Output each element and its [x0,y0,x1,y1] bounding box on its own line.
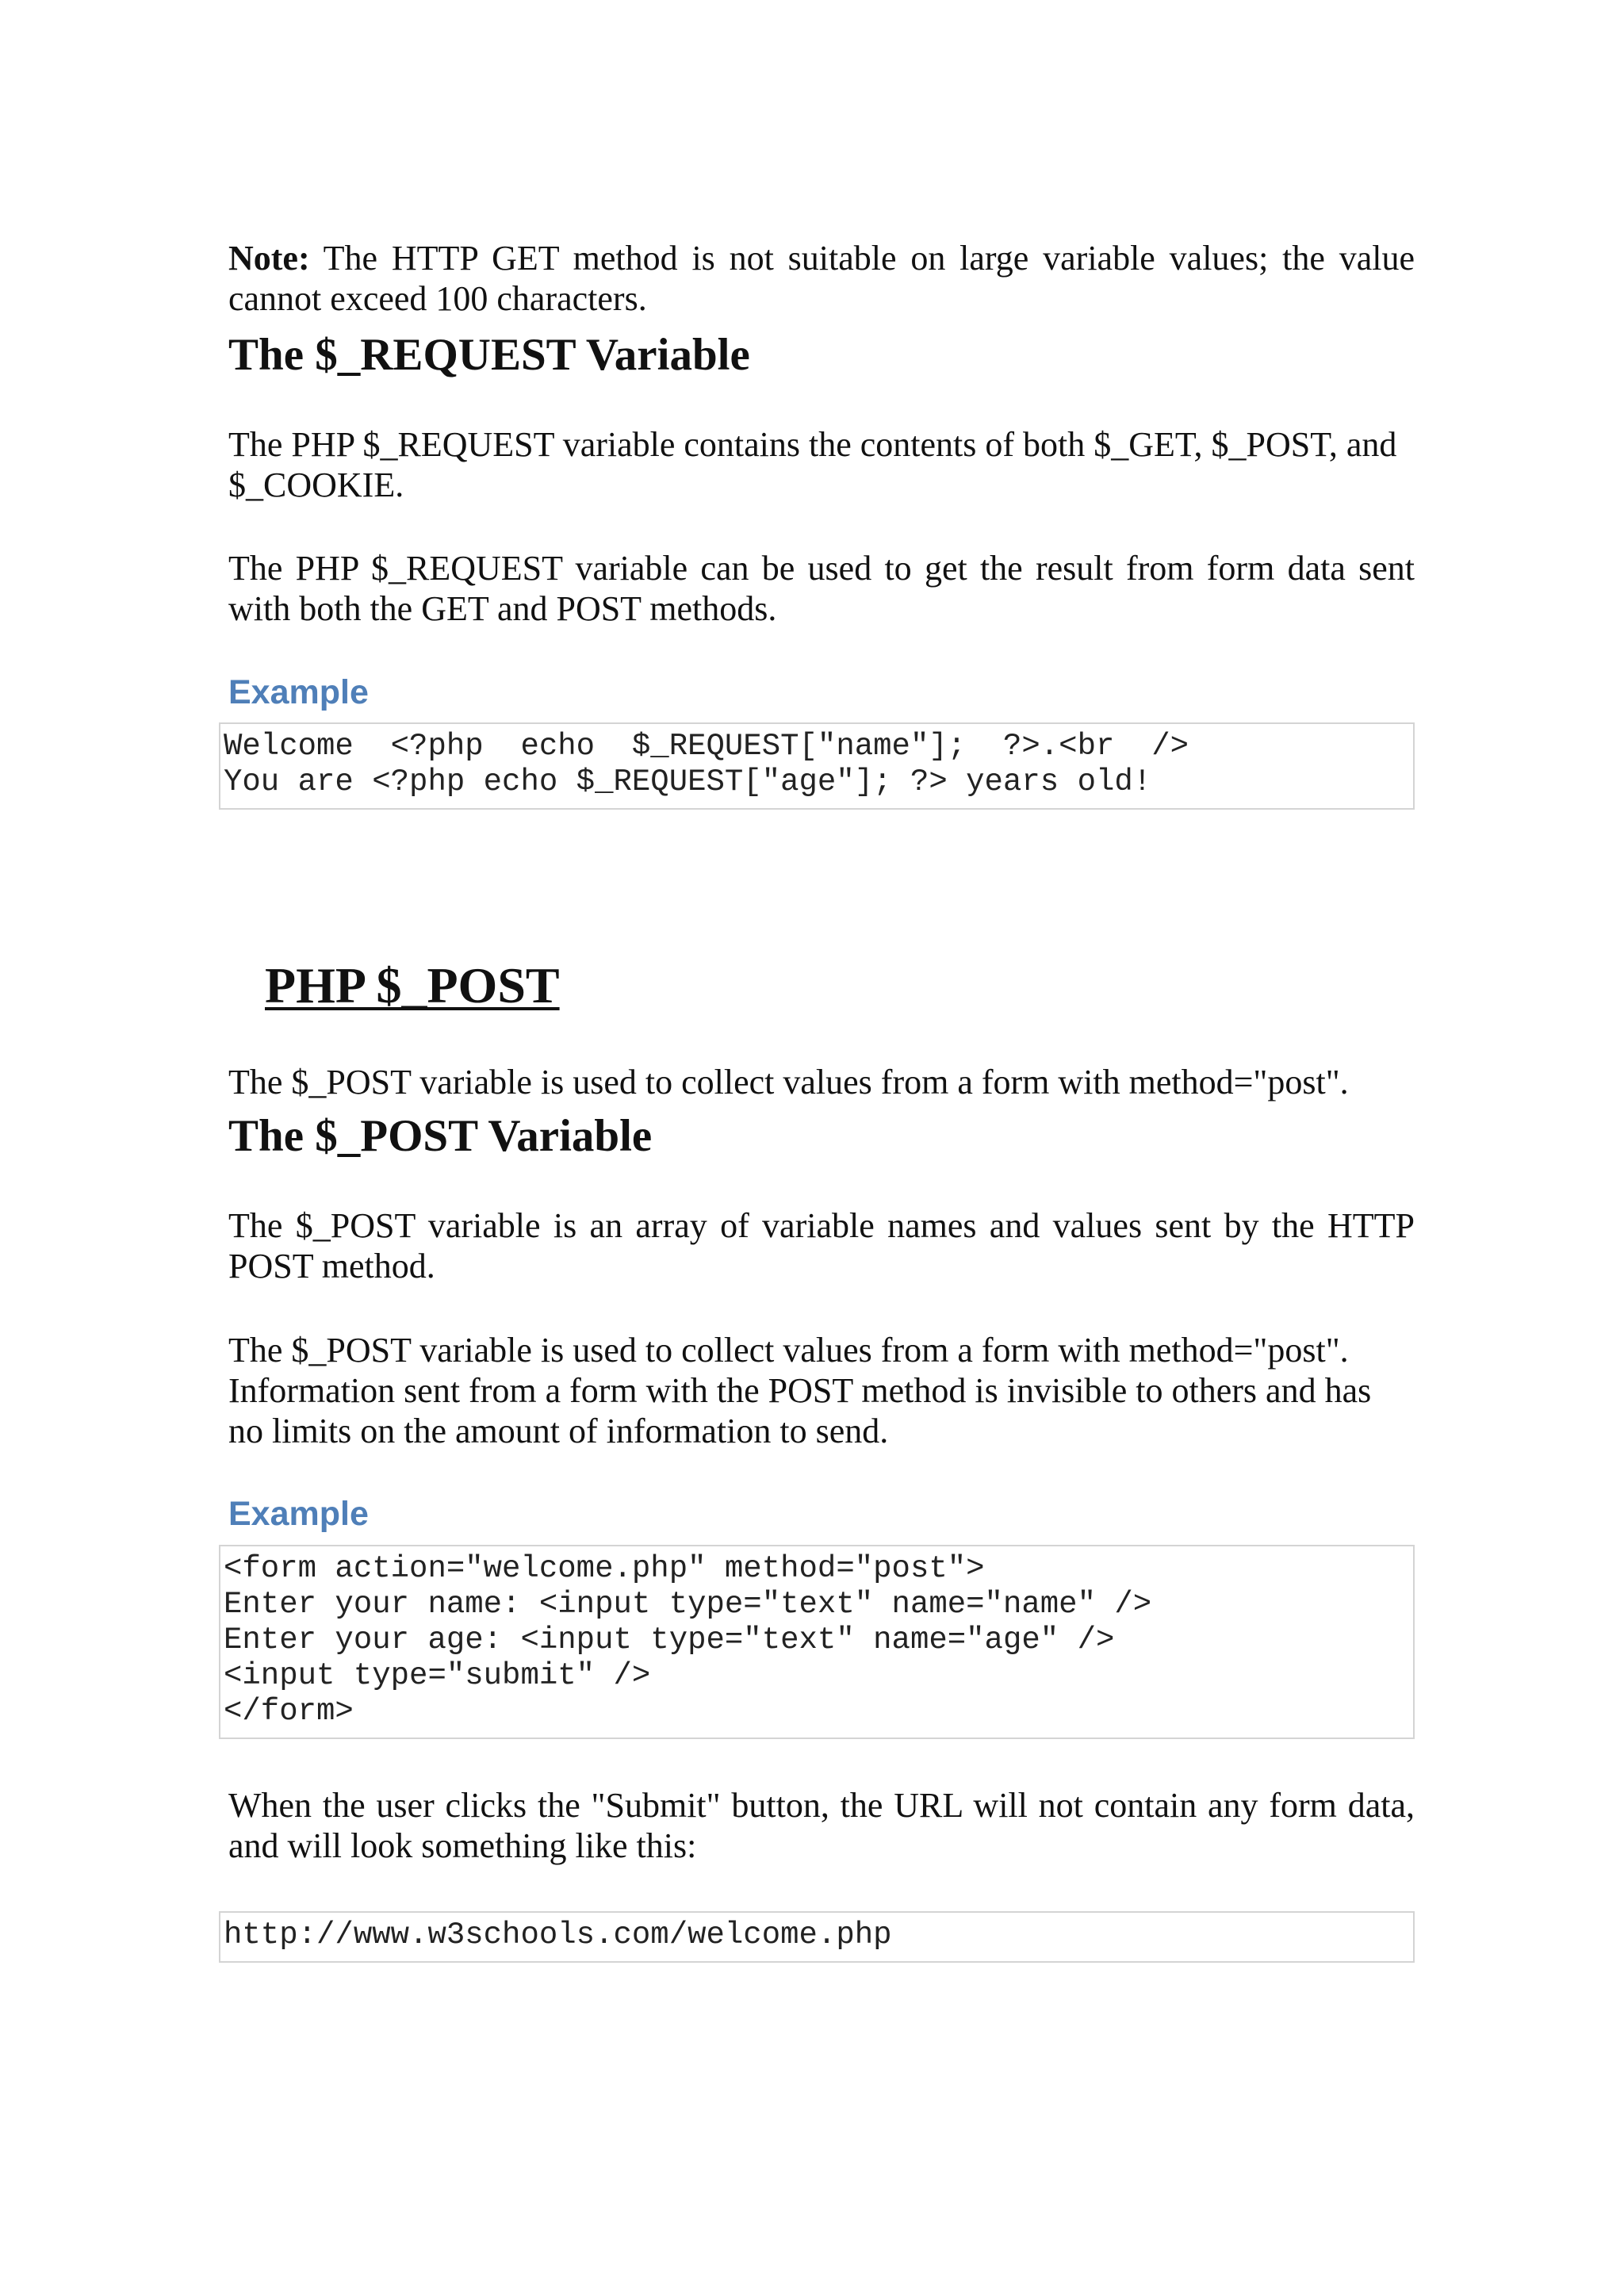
post-variable-heading: The $_POST Variable [228,1111,653,1161]
post-paragraph-3: When the user clicks the "Submit" button, the URL will not contain any form data, and will look something like this: [228,1786,1415,1865]
code-line: Enter your name: <input type="text" name="name" /> [224,1587,1152,1622]
code-line: </form> [224,1694,354,1729]
code-line: <input type="submit" /> [224,1658,651,1693]
post-paragraph-2-line: no limits on the amount of information to send. [228,1412,889,1450]
request-example-label: Example [228,673,369,711]
post-paragraph-2-line: The $_POST variable is used to collect values from a form with method="post". [228,1331,1349,1370]
request-code-block [219,722,1415,810]
post-page-title: PHP $_POST [265,957,560,1013]
note-paragraph [228,238,1415,319]
note-label: Note: [228,239,310,278]
post-paragraph-1: The $_POST variable is an array of variable names and values sent by the HTTP POST method. [228,1206,1415,1285]
note-text: The HTTP GET method is not suitable on large variable values; the value cannot exceed 100 characters. [228,239,1415,318]
url-code-block [219,1911,1415,1963]
code-line: <form action="welcome.php" method="post"> [224,1551,985,1586]
request-variable-heading: The $_REQUEST Variable [228,330,750,380]
code-line: You are <?php echo $_REQUEST["age"]; ?> years old! [224,764,1152,799]
request-paragraph-2: The PHP $_REQUEST variable can be used to get the result from form data sent with both the GET and POST methods. [228,549,1415,628]
url-code-line: http://www.w3schools.com/welcome.php [224,1918,892,1952]
code-line: Welcome <?php echo $_REQUEST["name"]; ?>.<br /> [224,729,1189,764]
request-paragraph-1: The PHP $_REQUEST variable contains the contents of both $_GET, $_POST, and $_COOKIE. [228,425,1397,504]
post-example-label: Example [228,1495,369,1533]
post-paragraph-2 [228,1330,1415,1451]
post-code-block [219,1545,1415,1739]
post-paragraph-2-line: Information sent from a form with the POST method is invisible to others and has [228,1371,1372,1410]
code-line: Enter your age: <input type="text" name="age" /> [224,1623,1115,1657]
post-intro: The $_POST variable is used to collect values from a form with method="post". [228,1063,1349,1102]
